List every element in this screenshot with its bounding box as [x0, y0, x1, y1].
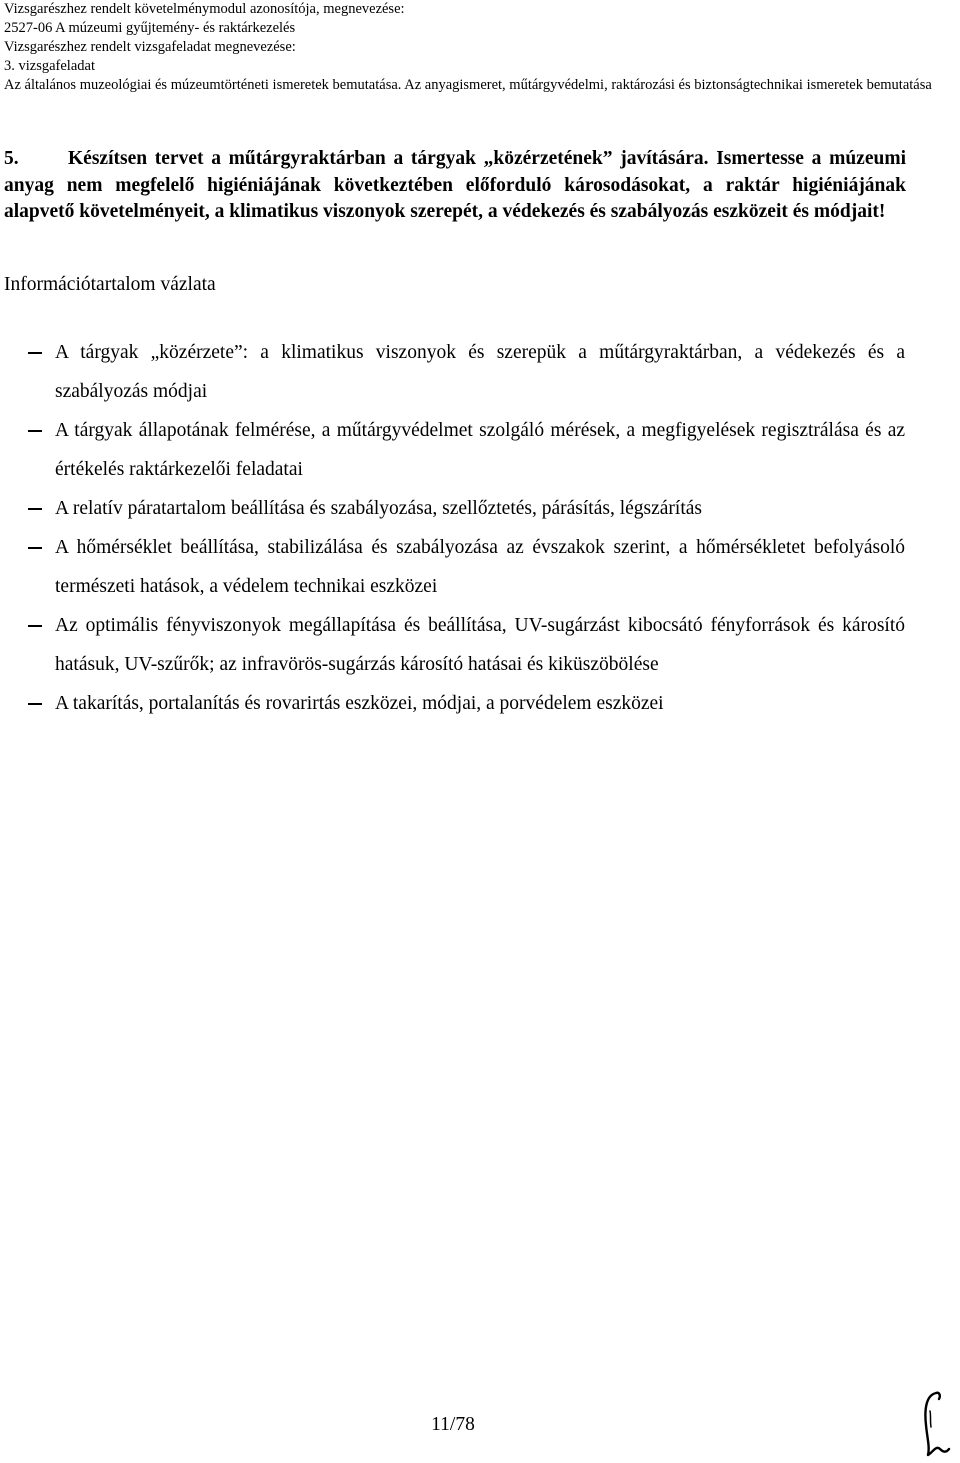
dash-bullet-icon	[28, 352, 42, 354]
header-task-description: Az általános muzeológiai és múzeumtörténeti ismeretek bemutatása. Az anyagismeret, műtárgyvédelmi, raktározási és biztonságtechnikai ismeretek bemutatása	[4, 77, 932, 93]
list-item: A relatív páratartalom beállítása és szabályozása, szellőztetés, párásítás, légszárítás	[0, 489, 905, 528]
dash-bullet-icon	[28, 508, 42, 510]
header-task-label: Vizsgarészhez rendelt vizsgafeladat megnevezése:	[4, 39, 296, 55]
header-module-name: 2527-06 A múzeumi gyűjtemény- és raktárkezelés	[4, 20, 296, 36]
page-number: 11/78	[431, 1414, 475, 1435]
dash-bullet-icon	[28, 625, 42, 627]
header-task-name: 3. vizsgafeladat	[4, 58, 95, 74]
info-section-title: Információtartalom vázlata	[4, 274, 216, 295]
list-item: A tárgyak állapotának felmérése, a műtárgyvédelmet szolgáló mérések, a megfigyelések regisztrálása és az értékelés raktárkezelői feladatai	[0, 411, 905, 489]
list-item: A takarítás, portalanítás és rovarirtás eszközei, módjai, a porvédelem eszközei	[0, 684, 905, 723]
dash-bullet-icon	[28, 703, 42, 705]
list-item: A hőmérséklet beállítása, stabilizálása és szabályozása az évszakok szerint, a hőmérsékletet befolyásoló természeti hatások, a védelem technikai eszközei	[0, 528, 905, 606]
task-text: Készítsen tervet a műtárgyraktárban a tárgyak „közérzetének” javítására. Ismertesse a múzeumi anyag nem megfelelő higiéniájának következtében előforduló károsodásokat, a raktár higiéniájának alapvető követelményeit, a klimatikus viszonyok szerepét, a védekezés és szabályozás eszközeit és módjait!	[4, 148, 906, 222]
dash-bullet-icon	[28, 430, 42, 432]
dash-bullet-icon	[28, 547, 42, 549]
signature-logo-icon	[918, 1385, 954, 1461]
task-statement	[4, 146, 906, 226]
header-module-label: Vizsgarészhez rendelt követelménymodul azonosítója, megnevezése:	[4, 1, 405, 17]
task-number: 5.	[4, 148, 19, 169]
info-list	[0, 333, 905, 723]
list-item: A tárgyak „közérzete”: a klimatikus viszonyok és szerepük a műtárgyraktárban, a védekezés és a szabályozás módjai	[0, 333, 905, 411]
document-header	[4, 0, 954, 95]
list-item: Az optimális fényviszonyok megállapítása és beállítása, UV-sugárzást kibocsátó fényforrások és károsító hatásuk, UV-szűrők; az infravörös-sugárzás károsító hatásai és kiküszöbölése	[0, 606, 905, 684]
